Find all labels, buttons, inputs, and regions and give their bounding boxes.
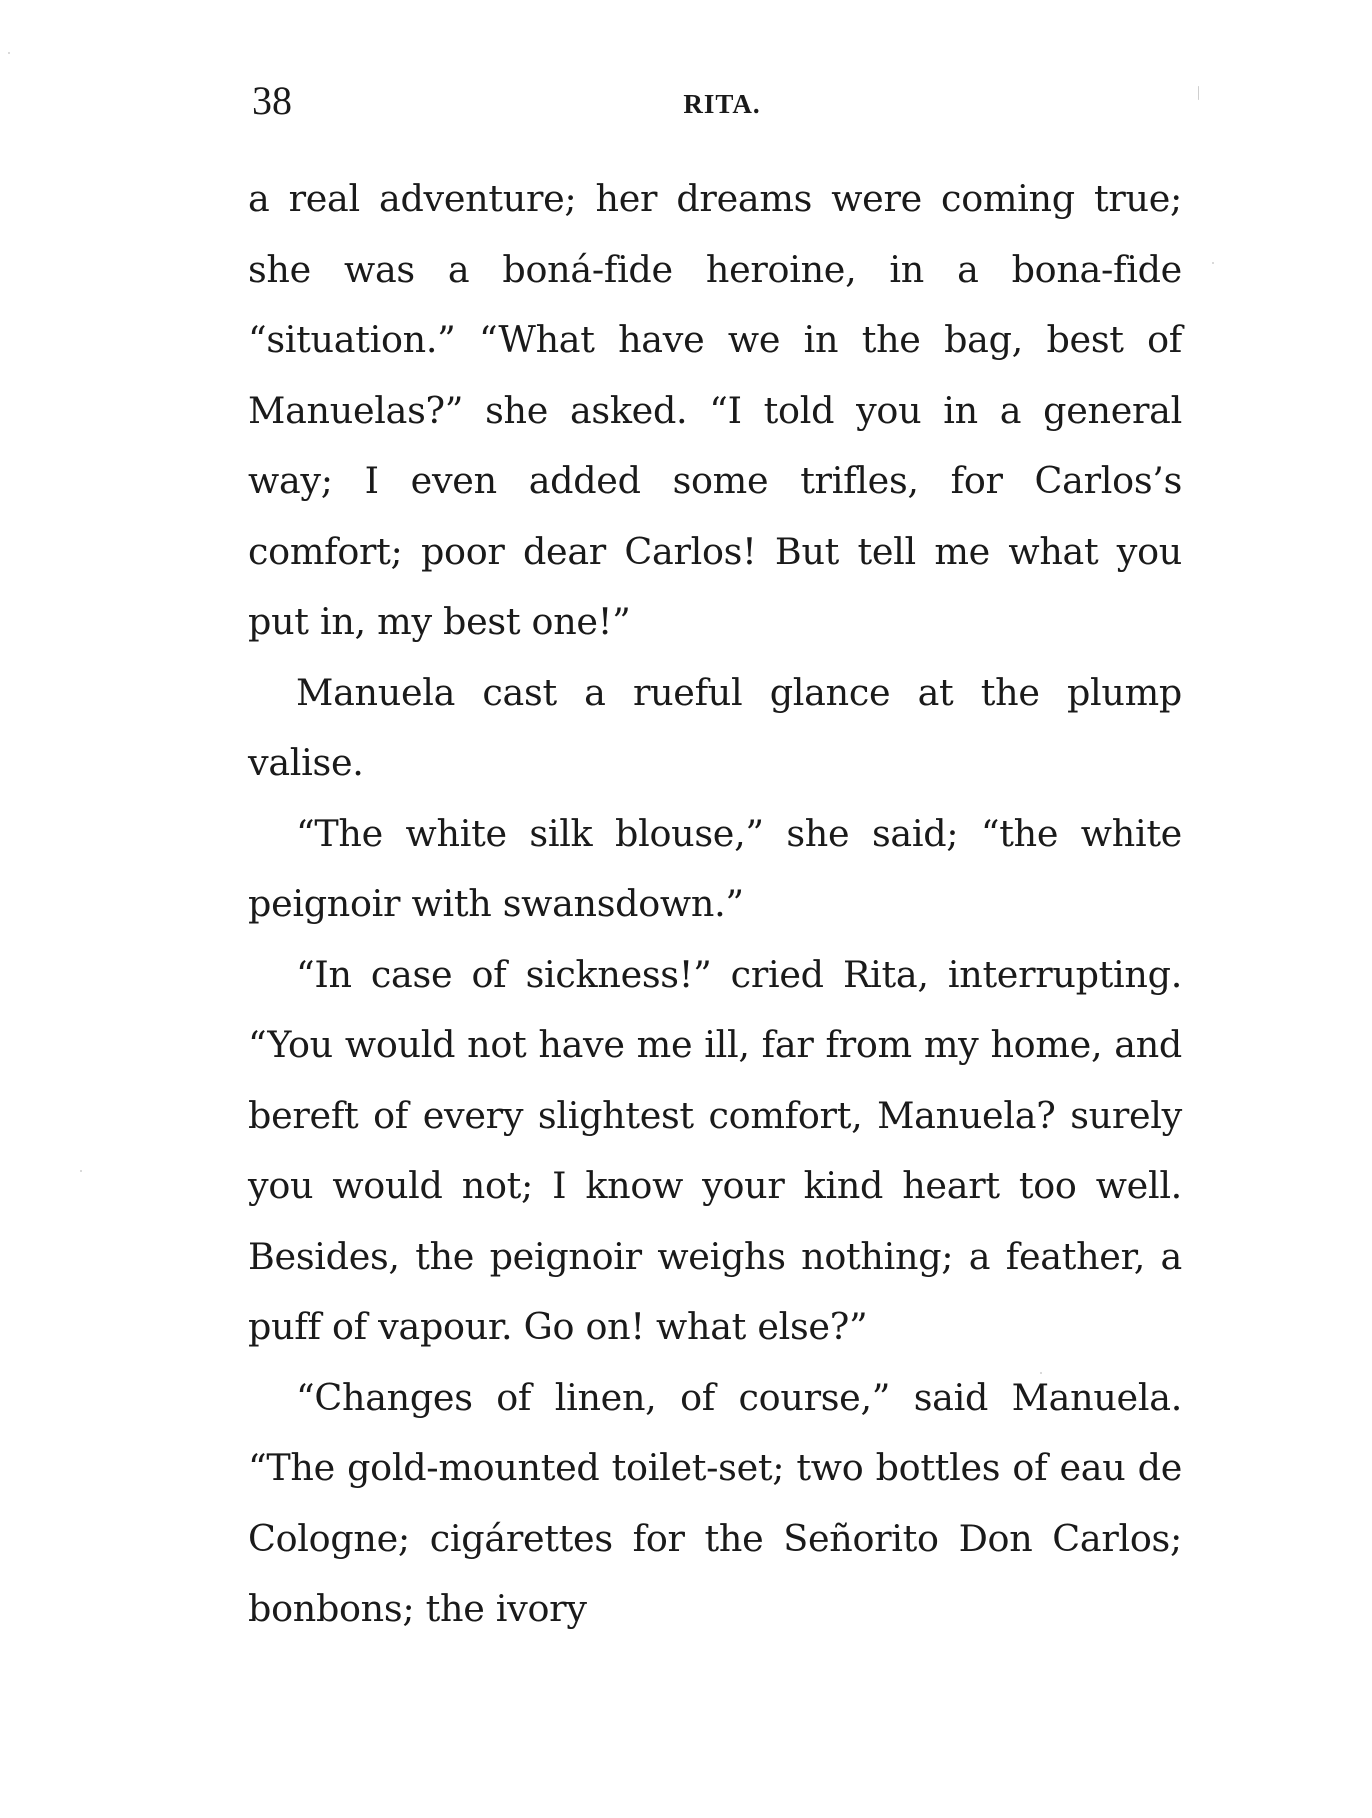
running-header — [252, 76, 1192, 126]
scan-speck — [1198, 86, 1199, 100]
running-title: RITA. — [683, 89, 761, 119]
paragraph-continued: a real adventure; her dreams were coming true; she was a boná-fide heroine, in a bona-fide “situation.” “What have we in the bag, best of Manuelas?” she asked. “I told you in a general way; I even added some trifles, for Carlos’s comfort; poor dear Carlos! But tell me what you put in, my best one!” — [248, 177, 1182, 643]
paragraph: “In case of sickness!” cried Rita, interrupting. “You would not have me ill, far from my home, and bereft of every slightest comfort, Manuela? surely you would not; I know your kind heart too well. Besides, the peignoir weighs nothing; a feather, a puff of vapour. Go on! what else?” — [248, 952, 1182, 1348]
scan-speck — [80, 1170, 82, 1172]
page-number: 38 — [252, 78, 292, 123]
scan-speck — [1212, 262, 1214, 264]
paragraph: “Changes of linen, of course,” said Manuela. “The gold-mounted toilet-set; two bottles of eau de Cologne; cigárettes for the Señorito Don Carlos; bonbons; the ivory — [248, 1375, 1182, 1630]
page-body — [248, 164, 1182, 1645]
scan-speck — [8, 52, 10, 54]
paragraph: “The white silk blouse,” she said; “the white peignoir with swansdown.” — [248, 811, 1182, 925]
scan-speck — [1040, 1372, 1042, 1374]
paragraph: Manuela cast a rueful glance at the plump valise. — [248, 670, 1182, 784]
